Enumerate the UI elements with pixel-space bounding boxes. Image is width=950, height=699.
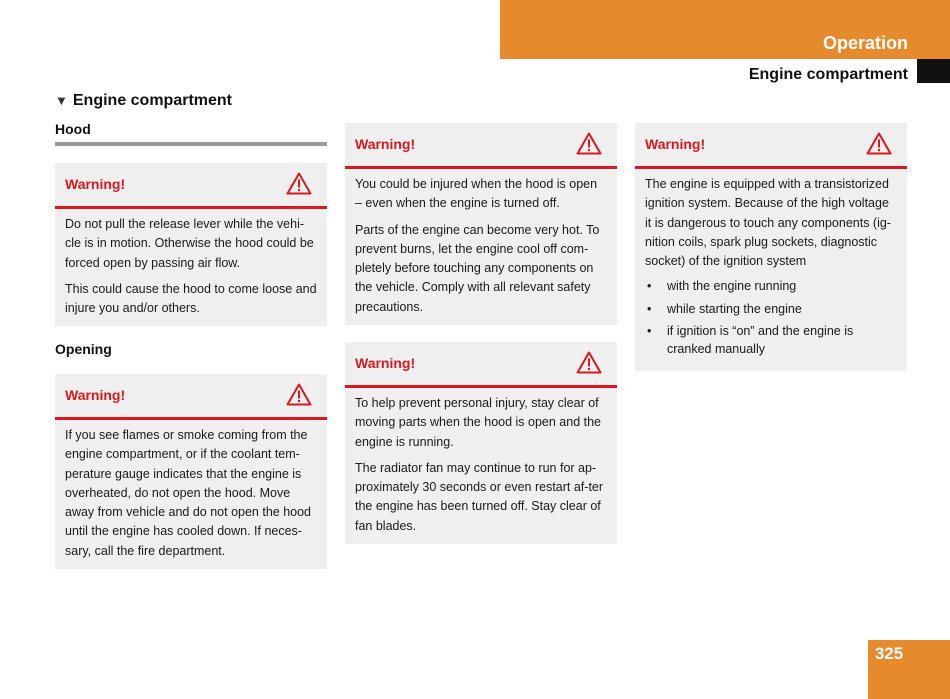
- warning-label: Warning!: [355, 136, 416, 152]
- warning-box-ignition: [635, 123, 907, 371]
- opening-heading: Opening: [55, 341, 112, 357]
- warning-triangle-icon: [286, 383, 312, 406]
- warning-header: [345, 342, 617, 388]
- page-number-box: [868, 640, 950, 699]
- warning-paragraph: Parts of the engine can become very hot. To prevent burns, let the engine cool off com-pletely before touching any components on the vehicle. Comply with all relevant safety precautions.: [355, 222, 600, 314]
- column-1: [55, 121, 327, 146]
- hood-rule: [55, 142, 327, 146]
- list-item: • if ignition is “on” and the engine is cranked manually: [645, 323, 897, 358]
- warning-box-hot-engine: [345, 123, 617, 325]
- header-marker: [917, 59, 950, 83]
- warning-paragraph: To help prevent personal injury, stay clear of moving parts when the hood is open and the engine is running.: [355, 396, 602, 449]
- warning-header: [635, 123, 907, 169]
- list-item: • with the engine running: [645, 278, 897, 296]
- page-number: 325: [874, 644, 904, 663]
- warning-body: [635, 169, 907, 371]
- warning-triangle-icon: [286, 172, 312, 195]
- warning-paragraph: This could cause the hood to come loose and injure you and/or others.: [65, 281, 317, 316]
- warning-triangle-icon: [576, 351, 602, 374]
- list-item: • while starting the engine: [645, 301, 897, 319]
- header-subsection-title: Engine compartment: [748, 66, 908, 83]
- warning-label: Warning!: [355, 355, 416, 371]
- warning-paragraph: Do not pull the release lever while the vehi-cle is in motion. Otherwise the hood could be forced open by passing air flow.: [65, 217, 314, 270]
- warning-box-hood: [55, 163, 327, 326]
- opening-heading-wrap: [55, 341, 327, 357]
- warning-label: Warning!: [65, 176, 126, 192]
- warning-body: [55, 420, 327, 569]
- warning-header: [55, 163, 327, 209]
- warning-body: [345, 388, 617, 544]
- warning-header: [345, 123, 617, 169]
- hood-heading: Hood: [55, 121, 91, 137]
- warning-triangle-icon: [866, 132, 892, 155]
- warning-body: [55, 209, 327, 326]
- warning-paragraph: The radiator fan may continue to run for ap-proximately 30 seconds or even restart af-ter the engine has been turned off. Stay clear of fan blades.: [355, 460, 604, 533]
- warning-bullet-list: [645, 278, 897, 358]
- header-section-title: Operation: [822, 33, 908, 53]
- warning-header: [55, 374, 327, 420]
- warning-box-opening: [55, 374, 327, 569]
- warning-paragraph: The engine is equipped with a transistorized ignition system. Because of the high voltage it is dangerous to touch any components (ig-nition coils, spark plug sockets, diagnostic socket) of the ignition system: [645, 177, 891, 269]
- warning-triangle-icon: [576, 132, 602, 155]
- section-title: [55, 92, 232, 110]
- warning-paragraph: You could be injured when the hood is open – even when the engine is turned off.: [355, 177, 598, 211]
- warning-paragraph: If you see flames or smoke coming from the engine compartment, or if the coolant tem-perature gauge indicates that the engine is overheated, do not open the hood. Move away from vehicle and do not open the hood until the engine has cooled down. If neces-sary, call the fire department.: [65, 428, 312, 558]
- section-title-text: Engine compartment: [72, 92, 233, 109]
- warning-label: Warning!: [645, 136, 706, 152]
- warning-label: Warning!: [65, 387, 126, 403]
- triangle-down-icon: ▼: [55, 93, 68, 108]
- warning-body: [345, 169, 617, 325]
- warning-box-moving-parts: [345, 342, 617, 544]
